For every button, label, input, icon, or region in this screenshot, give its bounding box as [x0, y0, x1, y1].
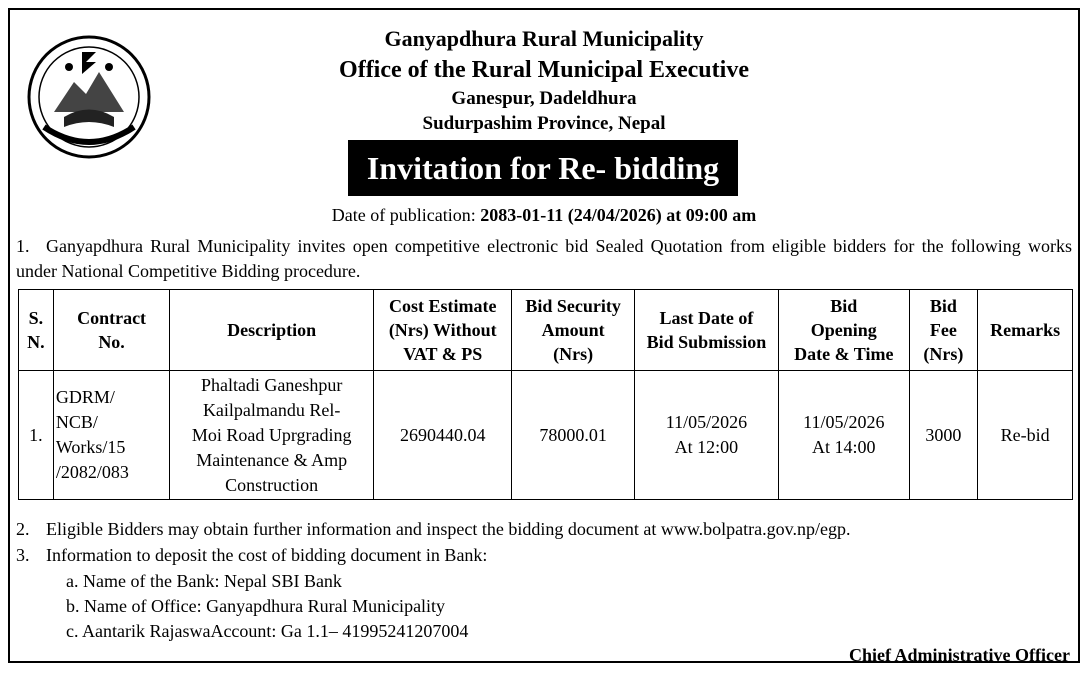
header-remarks: Remarks	[978, 290, 1073, 371]
notice-item-2	[16, 517, 850, 542]
office-name: Office of the Rural Municipal Executive	[339, 57, 749, 83]
cell-fee: 3000	[909, 371, 978, 500]
header-contract: Contract No.	[53, 290, 169, 371]
office-header	[10, 24, 1078, 136]
cell-cost: 2690440.04	[374, 371, 512, 500]
publication-date	[10, 203, 1078, 227]
item-number: 3.	[16, 545, 30, 565]
bank-office: b. Name of Office: Ganyapdhura Rural Municipality	[66, 596, 446, 616]
item-text: Ganyapdhura Rural Municipality invites open competitive electronic bid Sealed Quotation from eligible bidders for the following works under National Competitive Bidding procedure.	[16, 236, 1072, 281]
cell-remarks: Re-bid	[978, 371, 1073, 500]
office-address: Ganespur, Dadeldhura	[451, 88, 637, 109]
cell-description: Phaltadi Ganeshpur Kailpalmandu Rel- Moi Road Uprgrading Maintenance & Amp Construction	[170, 371, 374, 500]
publication-date-label: Date of publication:	[331, 205, 476, 225]
table-row	[19, 371, 1073, 500]
cell-opening: 11/05/2026 At 14:00	[779, 371, 909, 500]
header-security: Bid Security Amount (Nrs)	[512, 290, 634, 371]
notice-page	[8, 8, 1080, 663]
cell-security: 78000.01	[512, 371, 634, 500]
cell-last-date: 11/05/2026 At 12:00	[634, 371, 778, 500]
header-fee: Bid Fee (Nrs)	[909, 290, 978, 371]
header-opening: Bid Opening Date & Time	[779, 290, 909, 371]
header-last-date: Last Date of Bid Submission	[634, 290, 778, 371]
cell-sn: 1.	[19, 371, 54, 500]
notice-item-3	[16, 543, 487, 568]
bank-name: a. Name of the Bank: Nepal SBI Bank	[66, 571, 342, 591]
item-text: Eligible Bidders may obtain further information and inspect the bidding document at www.bolpatra.gov.np/egp.	[46, 519, 851, 539]
office-province: Sudurpashim Province, Nepal	[422, 113, 666, 134]
bid-table	[18, 289, 1073, 500]
bank-account: c. Aantarik RajaswaAccount: Ga 1.1– 41995241207004	[66, 621, 469, 641]
cell-contract: GDRM/ NCB/ Works/15 /2082/083	[53, 371, 169, 500]
item-number: 2.	[16, 519, 30, 539]
municipality-name: Ganyapdhura Rural Municipality	[384, 26, 704, 51]
signature-title: Chief Administrative Officer	[849, 645, 1070, 665]
bid-table-header	[19, 290, 1073, 371]
item-text: Information to deposit the cost of bidding document in Bank:	[46, 545, 488, 565]
publication-date-value: 2083-01-11 (24/04/2026) at 09:00 am	[480, 205, 757, 225]
item-number: 1.	[16, 236, 30, 256]
header-sn: S. N.	[19, 290, 54, 371]
notice-title: Invitation for Re- bidding	[348, 140, 738, 196]
header-description: Description	[170, 290, 374, 371]
notice-item-1	[16, 234, 1072, 284]
header-cost: Cost Estimate (Nrs) Without VAT & PS	[374, 290, 512, 371]
